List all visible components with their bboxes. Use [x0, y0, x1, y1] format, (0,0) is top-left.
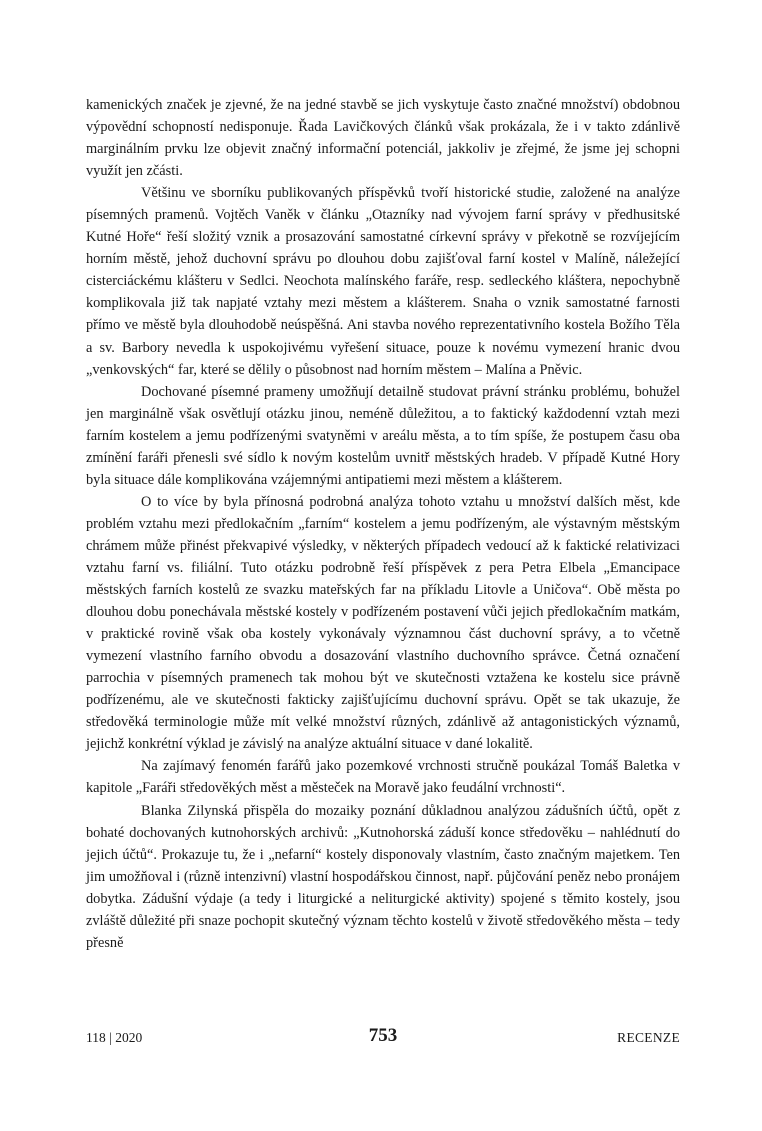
page-footer: [86, 1025, 680, 1055]
paragraph: Dochované písemné prameny umožňují detailně studovat právní stránku problému, bohužel jen marginálně však osvětlují otázku jinou, neméně důležitou, a to faktický každodenní vztah mezi farním kostelem a jemu podřízenými svatyněmi v areálu města, a to tím spíše, že postupem času oba zmínění faráři přenesli své sídlo k novým kostelům uvnitř městských hradeb. V případě Kutné Hory byla situace dále komplikována vzájemnými antipatiemi mezi městem a klášterem.: [86, 383, 680, 488]
paragraph: Na zajímavý fenomén farářů jako pozemkové vrchnosti stručně poukázal Tomáš Baletka v kapitole „Faráři středověkých měst a městeček na Moravě jako feudální vrchnosti“.: [86, 758, 680, 797]
page-number: 753: [368, 1025, 398, 1046]
journal-issue: 118 | 2020: [86, 1030, 143, 1045]
paragraph: Blanka Zilynská přispěla do mozaiky poznání důkladnou analýzou zádušních účtů, opět z bohaté dochovaných kutnohorských archivů: „Kutnohorská záduší konce středověku – nahlédnutí do jejich účtů“. Prokazuje tu, že i „nefarní“ kostely disponovaly vlastním, často značným majetkem. Ten jim umožňoval i (různě intenzivní) vlastní hospodářskou činnost, např. půjčování peněz nebo pronájem dobytka. Zádušní výdaje (a tedy i liturgické a neliturgické aktivity) spojené s těmito kostely, jsou zvláště důležité při snaze pochopit skutečný význam těchto kostelů v životě středověkého města – tedy přesně: [86, 802, 680, 951]
paragraph: O to více by byla přínosná podrobná analýza tohoto vztahu u množství dalších měst, kde problém vztahu mezi předlokačním „farním“ kostelem a jemu podřízeným, ale výstavným městským chrámem může přinést překvapivé výsledky, v některých případech vedoucí až k faktické relativizaci vztahu farní vs. filiální. Tuto otázku podrobně řeší příspěvek z pera Petra Elbela „Emancipace městských farních kostelů ze svazku mateřských far na příkladu Litovle a Uničova“. Obě města po dlouhou dobu ponechávala městské kostely v podřízeném postavení vůči jejich předlokačním matkám, v praktické rovině však oba kostely vykonávaly významnou část duchovní správy, a to včetně vymezení vlastního farního obvodu a dosazování vlastního duchovního správce. Četná označení parrochia v písemných pramenech tak mohou být ve skutečnosti vztažena ke kostelu sice právně podřízenému, ale ve skutečnosti fakticky zajišťujícímu duchovní správu. Opět se tak ukazuje, že středověká terminologie může mít velké množství různých, zdánlivě až antagonistických významů, jejichž konkrétní výklad je závislý na analýze aktuální situace v dané lokalitě.: [86, 493, 680, 753]
section-label: RECENZE: [617, 1030, 680, 1045]
article-body: [86, 94, 680, 954]
paragraph: kamenických značek je zjevné, že na jedné stavbě se jich vyskytuje často značné množství) obdobnou výpovědní schopností nedisponuje. Řada Lavičkových článků však prokázala, že i v takto zdánlivě marginálním prvku lze objevit značný informační potenciál, jakkoliv je zřejmé, že jsme jej schopni využít jen zčásti.: [86, 97, 680, 180]
paragraph: Většinu ve sborníku publikovaných příspěvků tvoří historické studie, založené na analýze písemných pramenů. Vojtěch Vaněk v článku „Otazníky nad vývojem farní správy v předhusitské Kutné Hoře“ řeší složitý vznik a prosazování samostatné církevní správy v překotně se rozvíjejícím horním městě, jehož duchovní správu po dlouhou dobu zajišťoval farní kostel v Malíně, náležející cisterciáckému klášteru v Sedlci. Neochota malínského faráře, resp. sedleckého kláštera, nepochybně komplikovala již tak napjaté vztahy mezi městem a klášterem. Snaha o vznik samostatné farnosti přímo ve městě byla dlouhodobě neúspěšná. Ani stavba nového reprezentativního kostela Božího Těla a sv. Barbory nevedla k uspokojivému vyřešení situace, pouze k novému vymezení hranic dvou „venkovských“ far, které se dělily o působnost nad horním městem – Malína a Pněvic.: [86, 185, 680, 378]
